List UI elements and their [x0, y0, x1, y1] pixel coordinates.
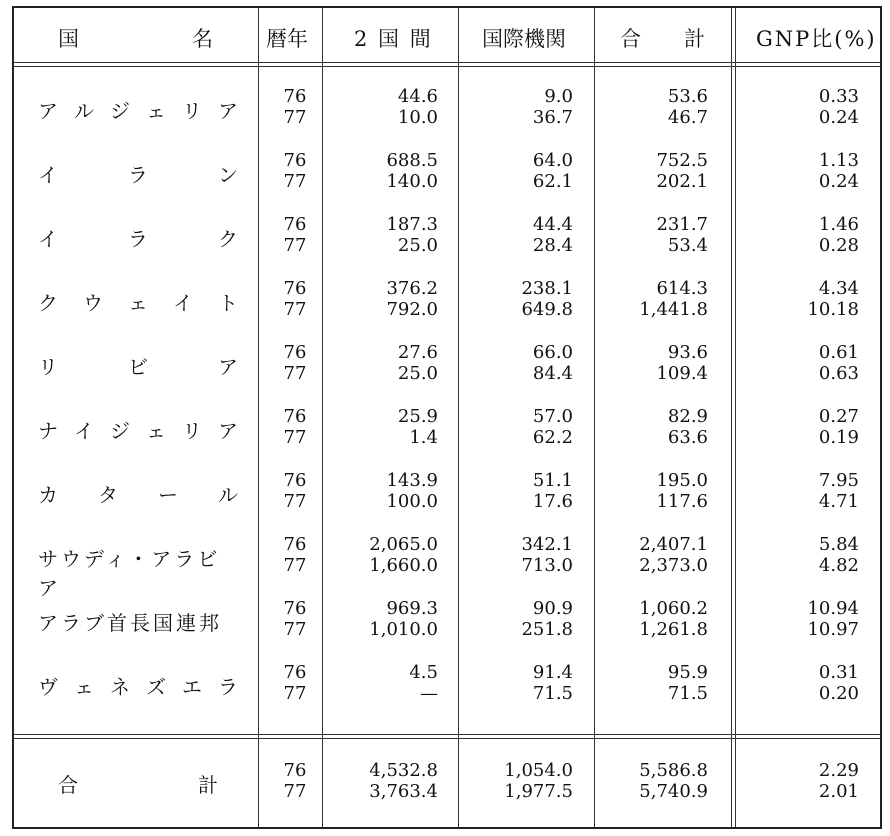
year-cell: 76 77 — [283, 150, 307, 192]
total-label — [58, 769, 218, 798]
total-cell: 82.9 63.6 — [667, 406, 708, 448]
gnp-cell: 1.46 0.28 — [818, 214, 859, 256]
gnp-cell: 5.84 4.82 — [818, 534, 859, 576]
international-cell: 66.0 84.4 — [532, 342, 573, 384]
bilateral-cell: 27.6 25.0 — [397, 342, 438, 384]
year-cell: 76 77 — [283, 662, 307, 704]
total-international: 1,054.0 1,977.5 — [504, 760, 573, 802]
total-label-b: 計 — [198, 773, 218, 797]
total-cell: 95.9 71.5 — [667, 662, 708, 704]
total-cell: 2,407.1 2,373.0 — [639, 534, 708, 576]
international-cell: 90.9 251.8 — [521, 598, 573, 640]
year-cell: 76 77 — [283, 342, 307, 384]
gnp-cell: 10.94 10.97 — [807, 598, 859, 640]
gnp-cell: 0.31 0.20 — [818, 662, 859, 704]
gnp-cell: 0.61 0.63 — [818, 342, 859, 384]
table-row — [14, 598, 880, 646]
year-cell: 76 77 — [283, 214, 307, 256]
country-name: サウディ・アラビア — [38, 547, 221, 600]
table-row — [14, 662, 880, 710]
header-international: 国際機関 — [482, 27, 566, 51]
gnp-cell: 4.34 10.18 — [807, 278, 859, 320]
gnp-cell: 7.95 4.71 — [818, 470, 859, 512]
bilateral-cell: 376.2 792.0 — [386, 278, 438, 320]
bilateral-cell: 143.9 100.0 — [386, 470, 438, 512]
total-cell: 752.5 202.1 — [656, 150, 708, 192]
total-gnp: 2.29 2.01 — [818, 760, 859, 802]
year-cell: 76 77 — [283, 86, 307, 128]
table-row — [14, 150, 880, 198]
bilateral-cell: 688.5 140.0 — [386, 150, 438, 192]
table-row — [14, 278, 880, 326]
bilateral-cell: 25.9 1.4 — [397, 406, 438, 448]
country-name: イ ラ ク — [38, 227, 238, 251]
total-cell: 93.6 109.4 — [656, 342, 708, 384]
year-cell: 76 77 — [283, 406, 307, 448]
total-cell: 614.3 1,441.8 — [639, 278, 708, 320]
total-row — [14, 760, 880, 808]
international-cell: 44.4 28.4 — [532, 214, 573, 256]
header-total-a: 合 — [620, 27, 643, 51]
year-cell: 76 77 — [283, 278, 307, 320]
table-row — [14, 534, 880, 600]
international-cell: 64.0 62.1 — [532, 150, 573, 192]
international-cell: 238.1 649.8 — [521, 278, 573, 320]
gnp-cell: 0.27 0.19 — [818, 406, 859, 448]
year-cell: 76 77 — [283, 598, 307, 640]
year-cell: 76 77 — [283, 470, 307, 512]
table-row — [14, 406, 880, 454]
table-row — [14, 342, 880, 390]
header-total-b: 計 — [684, 27, 707, 51]
aid-table — [12, 6, 882, 829]
gnp-cell: 1.13 0.24 — [818, 150, 859, 192]
header-rule — [14, 62, 880, 63]
country-name: リ ビ ア — [38, 355, 238, 379]
international-cell: 9.0 36.7 — [532, 86, 573, 128]
country-name: アラブ首長国連邦 — [38, 611, 222, 635]
total-cell: 1,060.2 1,261.8 — [639, 598, 708, 640]
total-cell: 53.6 46.7 — [667, 86, 708, 128]
table-row — [14, 214, 880, 262]
total-bilateral: 4,532.8 3,763.4 — [369, 760, 438, 802]
total-rule — [14, 738, 880, 739]
header-year: 暦年 — [266, 27, 308, 51]
header-bilateral: 2 国 間 — [354, 27, 433, 51]
bilateral-cell: 4.5 — — [409, 662, 438, 704]
bilateral-cell: 2,065.0 1,660.0 — [369, 534, 438, 576]
total-years: 76 77 — [283, 760, 307, 802]
country-name: イ ラ ン — [38, 163, 238, 187]
total-total: 5,586.8 5,740.9 — [639, 760, 708, 802]
header-country-b: 名 — [192, 27, 215, 51]
total-cell: 231.7 53.4 — [656, 214, 708, 256]
international-cell: 51.1 17.6 — [532, 470, 573, 512]
international-cell: 342.1 713.0 — [521, 534, 573, 576]
header-rule — [14, 66, 880, 67]
bilateral-cell: 969.3 1,010.0 — [369, 598, 438, 640]
bilateral-cell: 187.3 25.0 — [386, 214, 438, 256]
country-name: ク ウ ェ イ ト — [38, 291, 238, 315]
total-label-a: 合 — [58, 773, 78, 797]
country-name: カ タ ー ル — [38, 483, 238, 507]
table-row — [14, 470, 880, 518]
international-cell: 57.0 62.2 — [532, 406, 573, 448]
international-cell: 91.4 71.5 — [532, 662, 573, 704]
country-name: ヴ ェ ネ ズ エ ラ — [38, 675, 238, 699]
year-cell: 76 77 — [283, 534, 307, 576]
total-rule — [14, 734, 880, 735]
header-country-a: 国 — [58, 27, 81, 51]
gnp-cell: 0.33 0.24 — [818, 86, 859, 128]
table-row — [14, 86, 880, 134]
header-gnp: GNP比(%) — [756, 27, 877, 51]
bilateral-cell: 44.6 10.0 — [397, 86, 438, 128]
country-name: ア ル ジ ェ リ ア — [38, 99, 238, 123]
total-cell: 195.0 117.6 — [656, 470, 708, 512]
country-name: ナ イ ジ ェ リ ア — [38, 419, 238, 443]
